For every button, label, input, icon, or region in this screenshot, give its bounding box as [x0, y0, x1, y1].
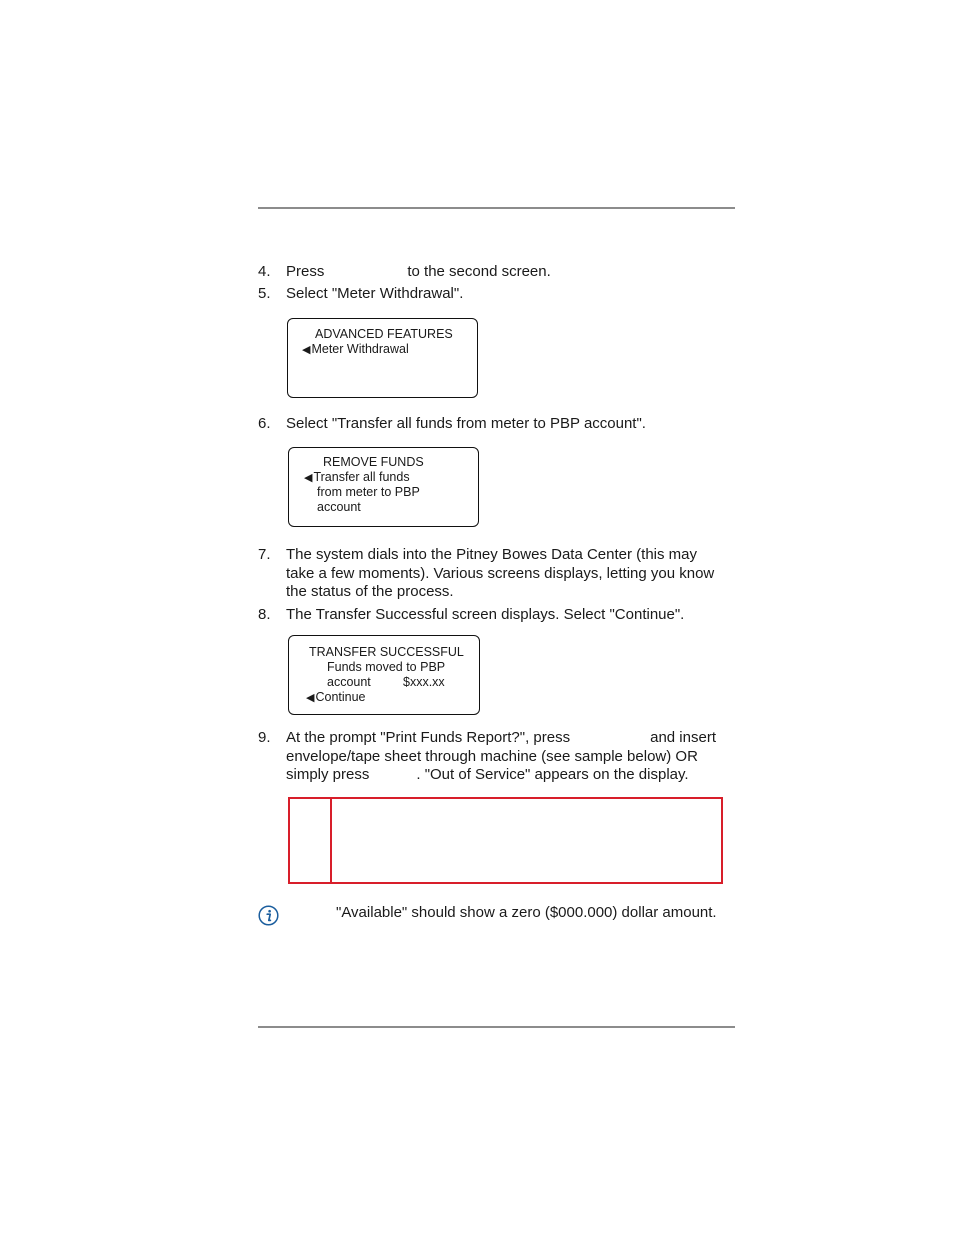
screen-title: ADVANCED FEATURES: [315, 327, 453, 341]
footer-rule: [258, 1026, 735, 1028]
step-text: Select "Transfer all funds from meter to PBP account".: [286, 415, 646, 432]
caution-box: [288, 797, 723, 884]
step-number: 7.: [258, 546, 271, 563]
display-screen-remove-funds: [288, 447, 479, 527]
display-screen-advanced-features: [287, 318, 478, 398]
step-text: At the prompt "Print Funds Report?", press: [286, 729, 571, 746]
note-text: "Available" should show a zero ($000.000) dollar amount.: [336, 904, 717, 921]
step-text: . "Out of Service" appears on the display.: [416, 766, 689, 783]
selector-arrow-icon: ◀: [306, 692, 315, 704]
step-text: Select "Meter Withdrawal".: [286, 285, 464, 302]
menu-item-meter-withdrawal: ◀Meter Withdrawal: [302, 342, 409, 356]
step-text-line: envelope/tape sheet through machine (see sample below) OR: [286, 747, 698, 765]
step-text: to the second screen.: [407, 263, 551, 280]
screen-title: TRANSFER SUCCESSFUL: [309, 645, 464, 659]
display-screen-transfer-successful: [288, 635, 480, 715]
amount-value: $xxx.xx: [403, 675, 445, 689]
selector-arrow-icon: ◀: [302, 344, 311, 356]
step-text: The Transfer Successful screen displays. Select "Continue".: [286, 606, 685, 623]
step-number: 5.: [258, 285, 271, 302]
step-number: 9.: [258, 729, 271, 746]
step-number: 6.: [258, 415, 271, 432]
step-number: 4.: [258, 263, 271, 280]
step-text: and insert: [650, 729, 716, 746]
caution-box-divider: [330, 799, 332, 882]
step-text-line: the status of the process.: [286, 583, 454, 600]
screen-line: account: [317, 500, 361, 514]
screen-title: REMOVE FUNDS: [323, 455, 424, 469]
menu-item-continue: ◀Continue: [306, 690, 366, 704]
step-text: simply press: [286, 766, 370, 783]
selector-arrow-icon: ◀: [304, 472, 313, 484]
menu-item-transfer-all-funds: ◀Transfer all funds: [304, 470, 410, 484]
step-number: 8.: [258, 606, 271, 623]
step-text-line: The system dials into the Pitney Bowes Data Center (this may: [286, 546, 698, 563]
screen-line: account: [327, 675, 371, 689]
step-text-line: take a few moments). Various screens displays, letting you know: [286, 564, 715, 582]
screen-line: from meter to PBP: [317, 485, 420, 499]
screen-line: Funds moved to PBP: [327, 660, 446, 674]
header-rule: [258, 207, 735, 209]
info-icon: [258, 905, 279, 926]
step-text: Press: [286, 263, 325, 280]
